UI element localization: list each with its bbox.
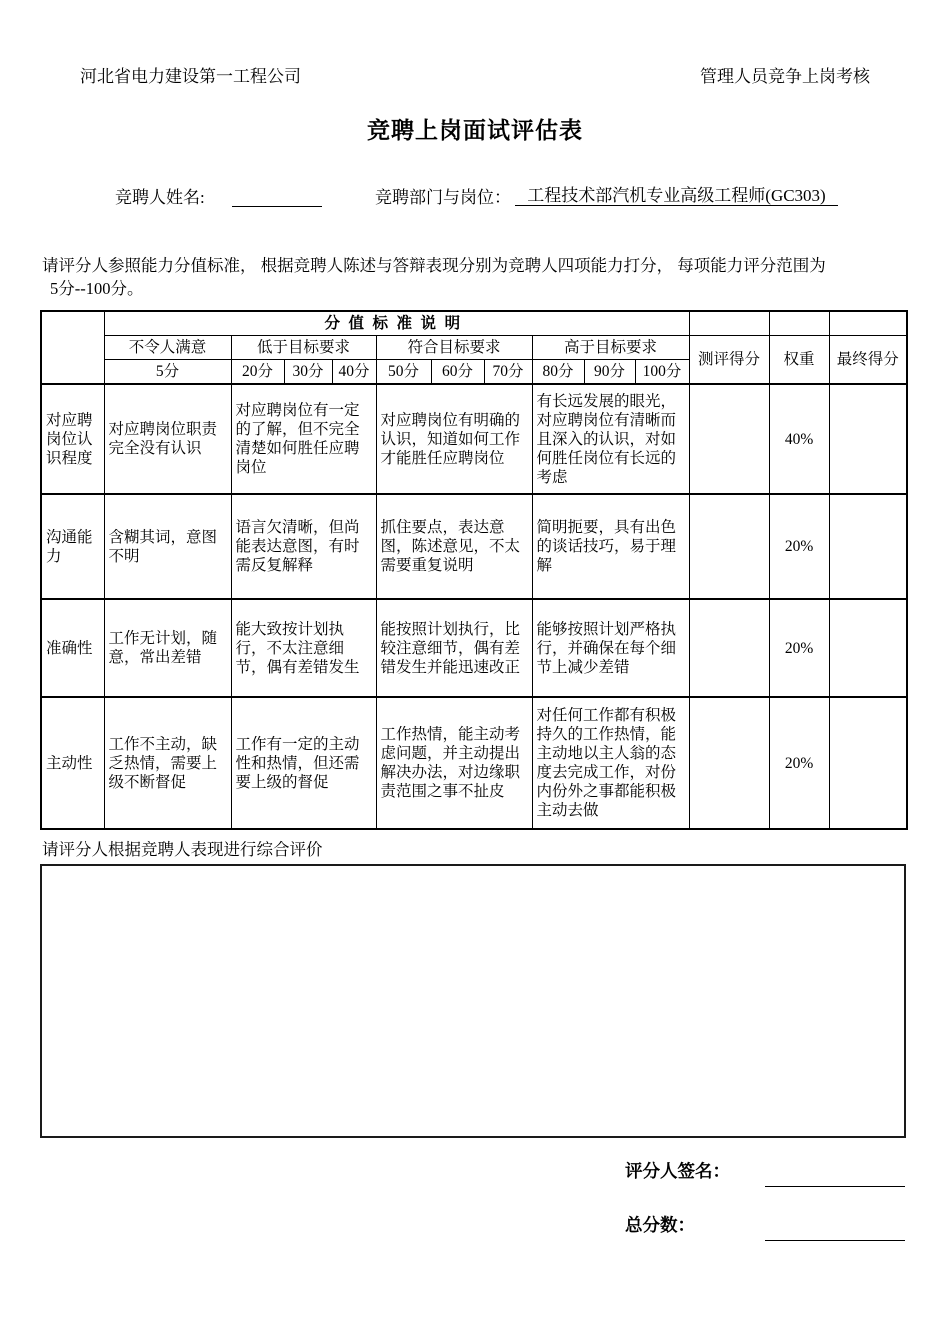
level-description: 抓住要点，表达意图，陈述意见，不太需要重复说明 <box>376 494 532 599</box>
level-description: 工作有一定的主动性和热情，但还需要上级的督促 <box>231 697 376 829</box>
category-unsatisfactory: 不令人满意 <box>104 336 231 360</box>
company-name: 河北省电力建设第一工程公司 <box>80 67 301 86</box>
candidate-name-label: 竞聘人姓名: <box>115 188 205 207</box>
weight-cell: 40% <box>769 384 829 494</box>
score-col-5: 5分 <box>104 360 231 385</box>
level-description: 简明扼要，具有出色的谈话技巧，易于理解 <box>532 494 689 599</box>
final-col-top-cell <box>829 311 907 336</box>
score-col-30: 30分 <box>284 360 332 385</box>
evaluation-score-cell[interactable] <box>689 384 769 494</box>
criterion-label: 对应聘岗位认识程度 <box>41 384 104 494</box>
level-description: 能按照计划执行，比较注意细节，偶有差错发生并能迅速改正 <box>376 599 532 697</box>
total-score-blank[interactable] <box>765 1216 905 1241</box>
criterion-label: 主动性 <box>41 697 104 829</box>
final-score-cell[interactable] <box>829 599 907 697</box>
category-below-target: 低于目标要求 <box>231 336 376 360</box>
score-col-70: 70分 <box>484 360 532 385</box>
level-description: 对应聘岗位有一定的了解，但不完全清楚如何胜任应聘岗位 <box>231 384 376 494</box>
evaluation-score-cell[interactable] <box>689 599 769 697</box>
final-score-header: 最终得分 <box>829 336 907 385</box>
weight-cell: 20% <box>769 599 829 697</box>
weight-header: 权重 <box>769 336 829 385</box>
score-col-60: 60分 <box>431 360 484 385</box>
level-description: 有长远发展的眼光，对应聘岗位有清晰而且深入的认识，对如何胜任岗位有长远的考虑 <box>532 384 689 494</box>
level-description: 能大致按计划执行，不太注意细节，偶有差错发生 <box>231 599 376 697</box>
level-description: 对应聘岗位有明确的认识，知道如何工作才能胜任应聘岗位 <box>376 384 532 494</box>
score-standards-table <box>40 310 908 830</box>
score-col-100: 100分 <box>635 360 689 385</box>
total-score-label: 总分数： <box>625 1215 695 1235</box>
department-position-label: 竞聘部门与岗位： <box>375 188 511 207</box>
final-score-cell[interactable] <box>829 494 907 599</box>
overall-evaluation-label: 请评分人根据竞聘人表现进行综合评价 <box>42 840 323 859</box>
page-title: 竞聘上岗面试评估表 <box>367 118 583 143</box>
table-row <box>41 384 907 494</box>
criterion-label: 沟通能力 <box>41 494 104 599</box>
level-description: 工作无计划，随意，常出差错 <box>104 599 231 697</box>
table-row <box>41 599 907 697</box>
level-description: 含糊其词，意图不明 <box>104 494 231 599</box>
score-col-20: 20分 <box>231 360 284 385</box>
level-description: 对任何工作都有积极持久的工作热情，能主动地以主人翁的态度去完成工作，对份内份外之事都能积极主动去做 <box>532 697 689 829</box>
category-above-target: 高于目标要求 <box>532 336 689 360</box>
rater-signature-blank[interactable] <box>765 1162 905 1187</box>
scoring-instructions <box>42 254 914 300</box>
score-col-40: 40分 <box>332 360 376 385</box>
level-description: 能够按照计划严格执行，并确保在每个细节上减少差错 <box>532 599 689 697</box>
table-row <box>41 494 907 599</box>
score-col-80: 80分 <box>532 360 584 385</box>
weight-col-top-cell <box>769 311 829 336</box>
evaluation-score-cell[interactable] <box>689 494 769 599</box>
table-row <box>41 697 907 829</box>
scoring-instructions-line2: 5分--100分。 <box>50 279 144 298</box>
rater-signature-label: 评分人签名： <box>625 1161 730 1181</box>
overall-evaluation-box[interactable] <box>40 864 906 1138</box>
scoring-instructions-line1: 请评分人参照能力分值标准， 根据竞聘人陈述与答辩表现分别为竞聘人四项能力打分， 每项能力评分范围为 <box>42 256 826 275</box>
level-description: 工作热情，能主动考虑问题，并主动提出解决办法，对边缘职责范围之事不扯皮 <box>376 697 532 829</box>
final-score-cell[interactable] <box>829 697 907 829</box>
corner-cell <box>41 311 104 384</box>
final-score-cell[interactable] <box>829 384 907 494</box>
score-col-90: 90分 <box>584 360 635 385</box>
criterion-label: 准确性 <box>41 599 104 697</box>
evaluation-score-cell[interactable] <box>689 697 769 829</box>
assessment-type: 管理人员竞争上岗考核 <box>700 67 870 86</box>
score-col-top-cell <box>689 311 769 336</box>
category-meets-target: 符合目标要求 <box>376 336 532 360</box>
department-position-value: 工程技术部汽机专业高级工程师(GC303) <box>515 181 838 206</box>
level-description: 工作不主动，缺乏热情，需要上级不断督促 <box>104 697 231 829</box>
evaluation-score-header: 测评得分 <box>689 336 769 385</box>
weight-cell: 20% <box>769 494 829 599</box>
level-description: 语言欠清晰，但尚能表达意图，有时需反复解释 <box>231 494 376 599</box>
weight-cell: 20% <box>769 697 829 829</box>
candidate-name-blank[interactable] <box>232 185 322 207</box>
score-col-50: 50分 <box>376 360 431 385</box>
level-description: 对应聘岗位职责完全没有认识 <box>104 384 231 494</box>
standards-title: 分值标准说明 <box>104 311 689 336</box>
